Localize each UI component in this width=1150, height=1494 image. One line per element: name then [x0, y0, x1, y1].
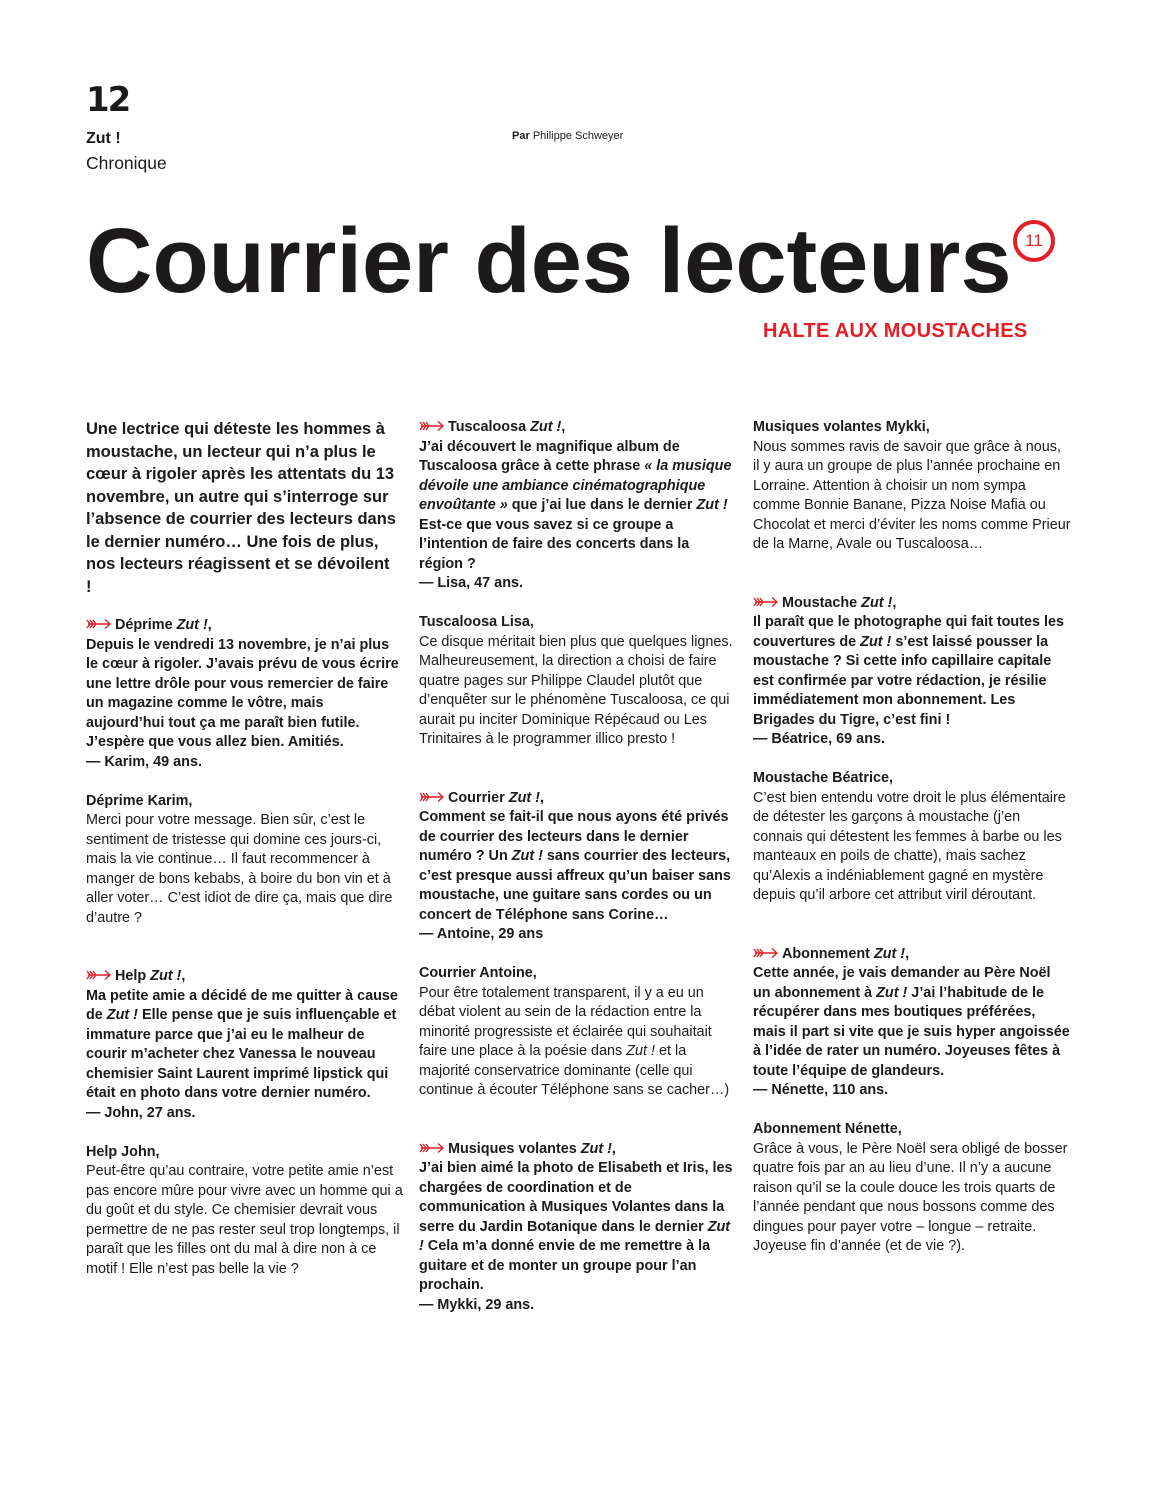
letter-body — [753, 964, 1071, 1081]
text: Il paraît que le photographe qui fait toutes les couvertures de — [753, 614, 1065, 650]
letter-salutation — [86, 616, 404, 636]
reader-letter — [419, 789, 737, 945]
rubric: Chronique — [86, 153, 167, 173]
magazine-name: Zut ! — [86, 130, 121, 147]
arrow-icon — [419, 1141, 445, 1153]
intro-paragraph: Une lectrice qui déteste les hommes à moustache, un lecteur qui n’a plus le cœur à rigoler après les attentats du 13 novembre, un autre qui s’interroge sur l’absence de courrier des lecteurs dans le dernier numéro… Une fois de plus, nos lecteurs réagissent et se dévoilent ! — [86, 420, 396, 596]
letter-body — [419, 808, 737, 925]
letter-signature: — Karim, 49 ans. — [86, 753, 202, 770]
letter-salutation — [419, 789, 737, 809]
article-subtitle: HALTE AUX MOUSTACHES — [763, 320, 1028, 342]
letter-salutation — [753, 1120, 1071, 1140]
editor-reply — [86, 792, 404, 929]
italic-text: Zut ! — [626, 1043, 656, 1059]
letter-signature: — Béatrice, 69 ans. — [753, 731, 885, 747]
text: Courrier — [448, 789, 509, 806]
byline — [512, 130, 623, 142]
text: Merci pour votre message. Bien sûr, c’est le sentiment de tristesse qui domine ces jours-ci, mais la vie continue… Il faut recommencer à manger de bons kebabs, à boire du bon vin et à aller voter… C’est idiot de dire ça, mais que dire d’autre ? — [86, 812, 393, 926]
text: , — [207, 617, 212, 633]
text: Pour être totalement transparent, il y a eu un débat violent au sein de la rédaction entre la minorité progressiste et éclairée qui souhaitait faire une place à la poésie dans — [419, 984, 712, 1059]
arrow-icon — [753, 946, 779, 958]
page-number: 12 — [86, 80, 130, 120]
column-1 — [86, 418, 404, 1279]
letter-salutation — [86, 967, 404, 987]
italic-text: Zut ! — [511, 848, 543, 864]
text: Musiques volantes — [448, 1140, 581, 1157]
text: , — [561, 419, 566, 435]
italic-text: Zut ! — [176, 617, 208, 633]
reader-letter — [86, 616, 404, 772]
text: Help — [115, 968, 151, 984]
text: Help John, — [86, 1143, 160, 1160]
text: Courrier Antoine, — [419, 965, 537, 981]
editor-reply — [419, 613, 737, 750]
letter-salutation — [419, 418, 737, 438]
text: Nous sommes ravis de savoir que grâce à nous, il y aura un groupe de plus l’année prochaine en Lorraine. Attention à choisir un nom sympa comme Bonnie Banane, Pizza Noise Mafia ou Chocolat et merci d’éviter les noms comme Prieur de la Marne, Avale ou Tuscaloosa… — [753, 438, 1071, 552]
letter-signature: — Antoine, 29 ans — [419, 926, 544, 942]
italic-text: « la musique dévoile une ambiance cinématographique envoûtante » — [419, 458, 732, 513]
text: Tuscaloosa Lisa, — [419, 614, 534, 630]
letter-body — [86, 987, 404, 1104]
italic-text: Zut ! — [508, 789, 540, 806]
text: J’ai bien aimé la photo de Elisabeth et Iris, les chargées de coordination et de communication à Musiques Volantes dans la serre du Jardin Botanique dans le dernier — [419, 1160, 733, 1235]
text: Cette année, je vais demander au Père Noël un abonnement à — [753, 965, 1051, 1001]
reader-letter — [753, 594, 1071, 750]
text: J’ai découvert le magnifique album de Tuscaloosa grâce à cette phrase — [419, 438, 680, 474]
letter-body — [419, 1159, 737, 1296]
text: que j’ai lue dans le dernier — [507, 497, 697, 513]
letter-body — [753, 1140, 1071, 1257]
text: Ma petite amie a décidé de me quitter à cause de — [86, 987, 398, 1023]
column-3 — [753, 418, 1071, 1257]
reader-letter — [86, 967, 404, 1123]
arrow-icon — [419, 790, 445, 802]
letter-body — [419, 633, 737, 750]
letter-salutation — [86, 792, 404, 812]
letter-signature: — John, 27 ans. — [86, 1104, 196, 1121]
text: Elle pense que je suis influençable et immature parce que j’ai eu le malheur de courir m’acheter chez Vanessa le nouveau chemisier Saint Laurent imprimé lipstick qui était en photo dans votre dernier numéro. — [86, 1007, 397, 1101]
italic-text: Zut ! — [150, 968, 182, 984]
text: , — [905, 945, 910, 962]
editor-reply — [753, 769, 1071, 906]
italic-text: Zut ! — [419, 1218, 731, 1254]
text: Tuscaloosa — [448, 419, 531, 435]
text: , — [539, 789, 544, 806]
italic-text: Zut ! — [106, 1007, 138, 1023]
text: , — [181, 968, 186, 984]
column-1-letters — [86, 616, 404, 1279]
text: Moustache — [782, 594, 862, 611]
text: C’est bien entendu votre droit le plus élémentaire de détester les garçons à moustache (j’en connais qui détestent les femmes à barbe ou les manteaux en poils de chatte), mais sachez qu’Alexis a indéniablement gagné en mystère depuis qu’il arbore cet attribut viril déroutant. — [753, 789, 1066, 903]
text: Grâce à vous, le Père Noël sera obligé de bosser quatre fois par an au lieu d’une. Il n’y a aucune raison qu’il se la coule douce les trois quarts de l’année pendant que nous bossons comme des dingues pour payer votre – longue – retraite. Joyeuse fin d’année (et de vie ?). — [753, 1140, 1068, 1254]
letter-salutation — [419, 613, 737, 633]
byline-author: Philippe Schweyer — [532, 130, 624, 142]
editor-reply — [86, 1143, 404, 1280]
letter-salutation — [86, 1143, 404, 1163]
byline-prefix: Par — [512, 130, 530, 142]
text: s’est laissé pousser la moustache ? Si cette info capillaire capitale est confirmée par votre rédaction, je résilie immédiatement mon abonnement. Les Brigades du Tigre, c’est fini ! — [753, 633, 1052, 728]
text: Musiques volantes Mykki, — [753, 419, 930, 435]
arrow-icon — [86, 968, 112, 980]
letter-body — [419, 984, 737, 1101]
italic-text: Zut ! — [860, 633, 892, 650]
letter-signature: — Mykki, 29 ans. — [419, 1296, 535, 1313]
text: Abonnement — [782, 945, 874, 962]
reader-letter — [419, 1140, 737, 1316]
letter-salutation — [753, 945, 1071, 965]
italic-text: Zut ! — [530, 419, 562, 435]
text: Déprime Karim, — [86, 792, 193, 809]
editor-reply — [753, 418, 1071, 555]
text: Peut-être qu’au contraire, votre petite amie n’est pas encore mûre pour vivre avec un homme qui a du goût et du style. Ce chemisier devrait vous permettre de ne pas rester seul trop longtemps, il paraît que les filles ont du mal à dire non à ce motif ! Elle n’est pas belle la vie ? — [86, 1163, 403, 1277]
letter-body — [86, 811, 404, 928]
italic-text: Zut ! — [580, 1140, 612, 1157]
issue-badge: 11 — [1013, 220, 1055, 262]
text: Cela m’a donné envie de me remettre à la guitare et de monter un groupe pour l’an prochain. — [419, 1238, 711, 1293]
text: Ce disque méritait bien plus que quelques lignes. Malheureusement, la direction a choisi de faire quatre pages sur Philippe Claudel plutôt que d’enquêter sur le phénomène Tuscaloosa, ce qui aurait pu inciter Dominique Répécaud ou Les Trinitaires à le programmer illico presto ! — [419, 633, 733, 747]
editor-reply — [753, 1120, 1071, 1257]
text: Depuis le vendredi 13 novembre, je n’ai plus le cœur à rigoler. J’avais prévu de vous écrire une lettre drôle pour vous remercier de faire un magazine comme le vôtre, mais aujourd’hui tout ça me paraît bien futile. J’espère que vous allez bien. Amitiés. — [86, 636, 399, 750]
letter-body — [753, 438, 1071, 555]
letter-salutation — [753, 594, 1071, 614]
text: Est-ce que vous savez si ce groupe a l’intention de faire des concerts dans la région ? — [419, 516, 690, 572]
letter-body — [86, 1162, 404, 1279]
text: J’ai l’habitude de le récupérer dans mes boutiques préférées, mais il part si vite que je suis hyper angoissée à l’idée de rater un numéro. Joyeuses fêtes à toute l’équipe de glandeurs. — [753, 984, 1070, 1079]
text: , — [611, 1140, 616, 1157]
italic-text: Zut ! — [861, 594, 893, 611]
italic-text: Zut ! — [873, 945, 906, 962]
text: Comment se fait-il que nous ayons été privés de courrier des lecteurs dans le dernier numéro ? Un — [419, 809, 729, 864]
letter-salutation — [753, 769, 1071, 789]
letter-signature: — Lisa, 47 ans. — [419, 575, 523, 591]
reader-letter — [419, 418, 737, 594]
reader-letter — [753, 945, 1071, 1101]
letter-body — [419, 438, 737, 575]
letter-body — [753, 789, 1071, 906]
letter-salutation — [753, 418, 1071, 438]
letter-body — [753, 613, 1071, 730]
text: sans courrier des lecteurs, c’est presque aussi affreux qu’un baiser sans moustache, une guitare sans cordes ou un concert de Téléphone sans Corine… — [419, 848, 731, 923]
letter-body — [86, 636, 404, 753]
arrow-icon — [753, 595, 779, 607]
letter-signature: — Nénette, 110 ans. — [753, 1082, 889, 1098]
text: Déprime — [115, 617, 177, 633]
letter-salutation — [419, 1140, 737, 1160]
arrow-icon — [419, 419, 445, 431]
italic-text: Zut ! — [876, 984, 908, 1001]
article-title: Courrier des lecteurs — [86, 210, 1012, 312]
text: Abonnement Nénette, — [753, 1121, 902, 1137]
column-2 — [419, 418, 737, 1315]
editor-reply — [419, 964, 737, 1101]
letter-salutation — [419, 964, 737, 984]
italic-text: Zut ! — [696, 497, 728, 513]
text: et la majorité conservatrice dominante (celle qui continue à écouter Téléphone sans se cacher…) — [419, 1043, 730, 1098]
text: Moustache Béatrice, — [753, 770, 893, 786]
text: , — [892, 594, 897, 611]
arrow-icon — [86, 617, 112, 629]
